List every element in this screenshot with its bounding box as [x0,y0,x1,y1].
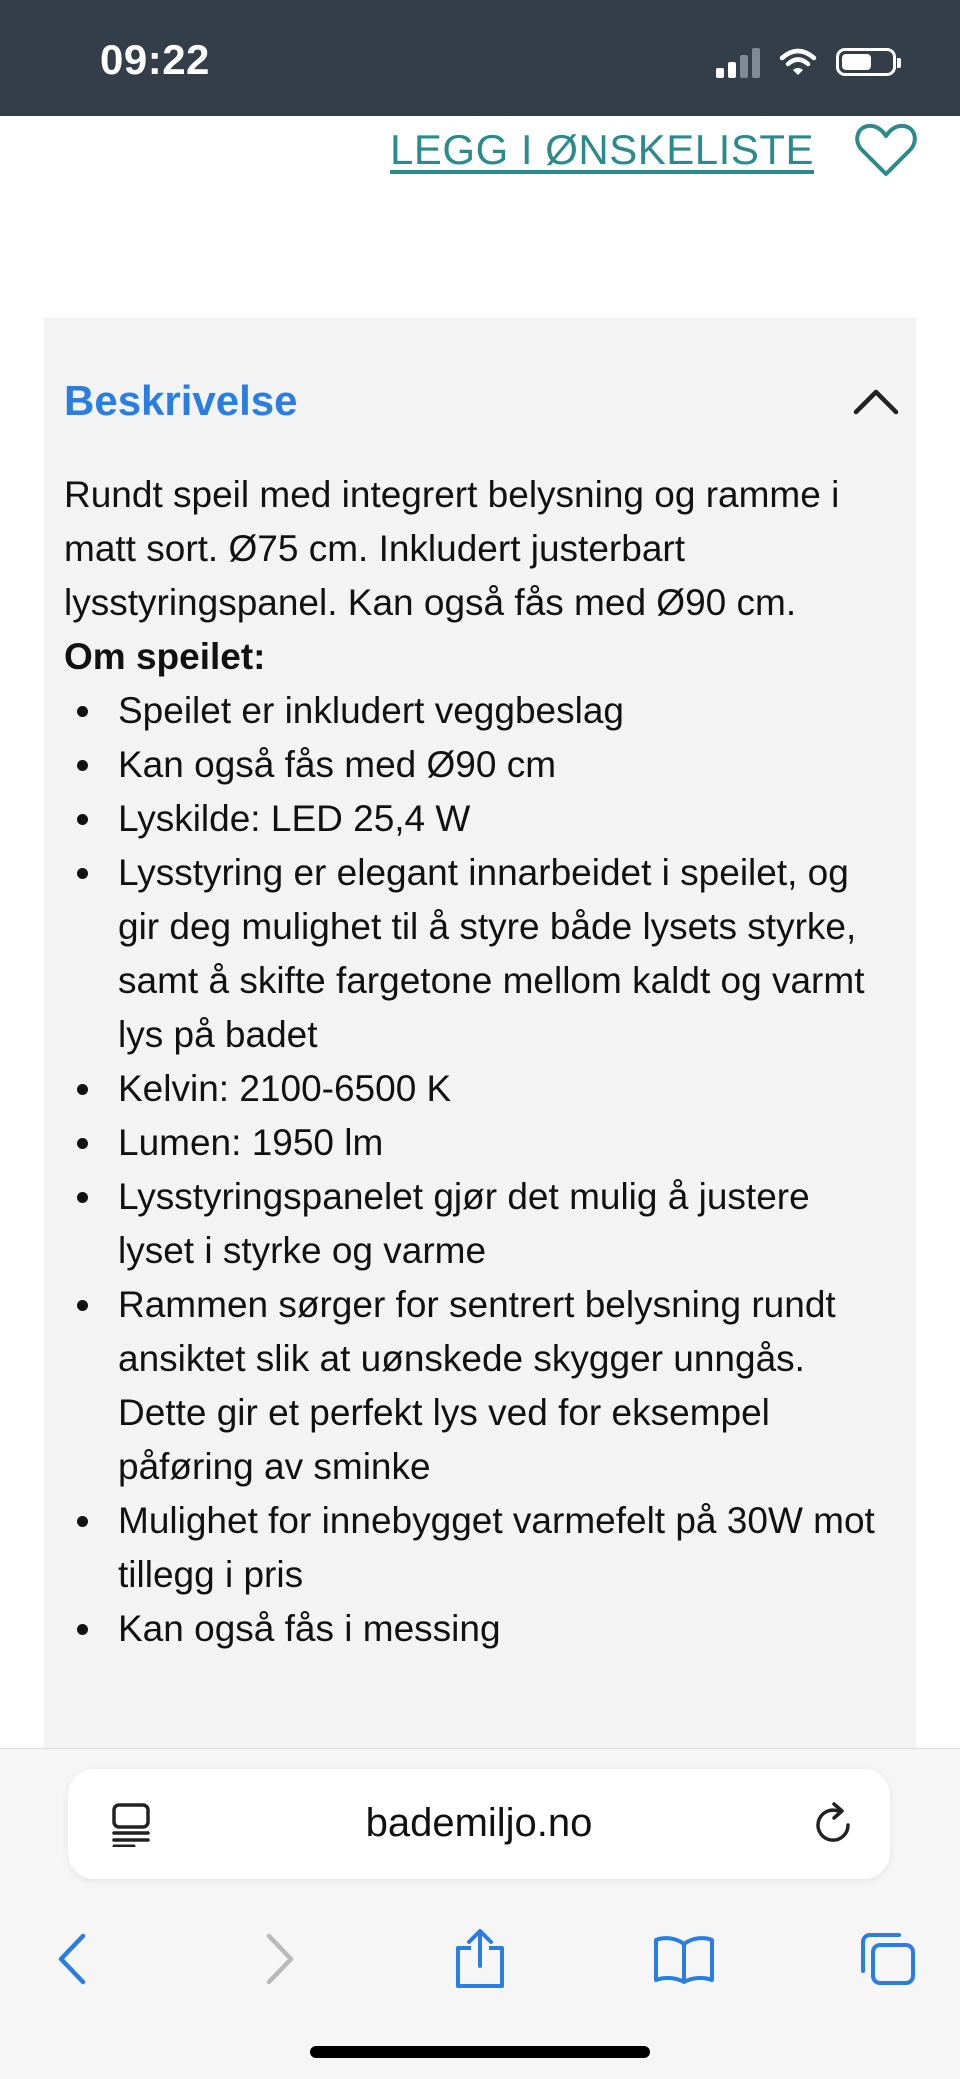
list-item: Lysstyring er elegant innarbeidet i speilet, og gir deg mulighet til å styre både lysets styrke, samt å skifte fargetone mellom kaldt og varmt lys på badet [118,846,894,1062]
list-item: Mulighet for innebygget varmefelt på 30W mot tillegg i pris [118,1494,894,1602]
reload-icon[interactable] [812,1801,856,1847]
list-item: Kan også fås i messing [118,1602,894,1656]
list-item: Lysstyringspanelet gjør det mulig å justere lyset i styrke og varme [118,1170,894,1278]
wifi-icon [778,47,818,77]
list-item: Rammen sørger for sentrert belysning rundt ansiktet slik at uønskede skygger unngås. Dette gir et perfekt lys ved for eksempel påføring av sminke [118,1278,894,1494]
share-icon [454,1928,506,1990]
url-text: bademiljo.no [365,1801,593,1845]
bookmarks-button[interactable] [644,1919,724,1999]
chevron-left-icon [55,1932,89,1986]
browser-bottom-bar [0,1748,960,2079]
forward-button[interactable] [240,1919,320,1999]
heart-outline-icon[interactable] [854,122,918,178]
description-title: Beskrivelse [64,377,298,424]
back-button[interactable] [32,1919,112,1999]
chevron-right-icon [263,1932,297,1986]
description-subheading: Om speilet: [64,636,266,677]
add-to-wishlist-link[interactable]: LEGG I ØNSKELISTE [390,126,814,173]
address-bar[interactable] [68,1769,890,1879]
list-item: Kan også fås med Ø90 cm [118,738,894,792]
wishlist-row [390,122,918,178]
list-item: Lumen: 1950 lm [118,1116,894,1170]
browser-toolbar [0,1919,960,1999]
book-icon [653,1934,715,1984]
tabs-icon [859,1931,917,1987]
status-bar [0,0,960,116]
status-icons [716,44,896,80]
chevron-up-icon[interactable] [852,386,900,416]
feature-list [64,684,894,1656]
list-item: Kelvin: 2100-6500 K [118,1062,894,1116]
tabs-button[interactable] [848,1919,928,1999]
status-time: 09:22 [100,36,210,83]
list-item: Speilet er inkludert veggbeslag [118,684,894,738]
description-body [64,468,894,1656]
share-button[interactable] [440,1919,520,1999]
list-item: Lyskilde: LED 25,4 W [118,792,894,846]
home-indicator[interactable] [310,2046,650,2058]
cellular-signal-icon [716,46,760,78]
description-header[interactable] [64,366,900,436]
description-intro: Rundt speil med integrert belysning og ramme i matt sort. Ø75 cm. Inkludert justerbart lysstyringspanel. Kan også fås med Ø90 cm. [64,474,840,623]
battery-icon [836,48,896,76]
description-panel [44,318,916,1748]
